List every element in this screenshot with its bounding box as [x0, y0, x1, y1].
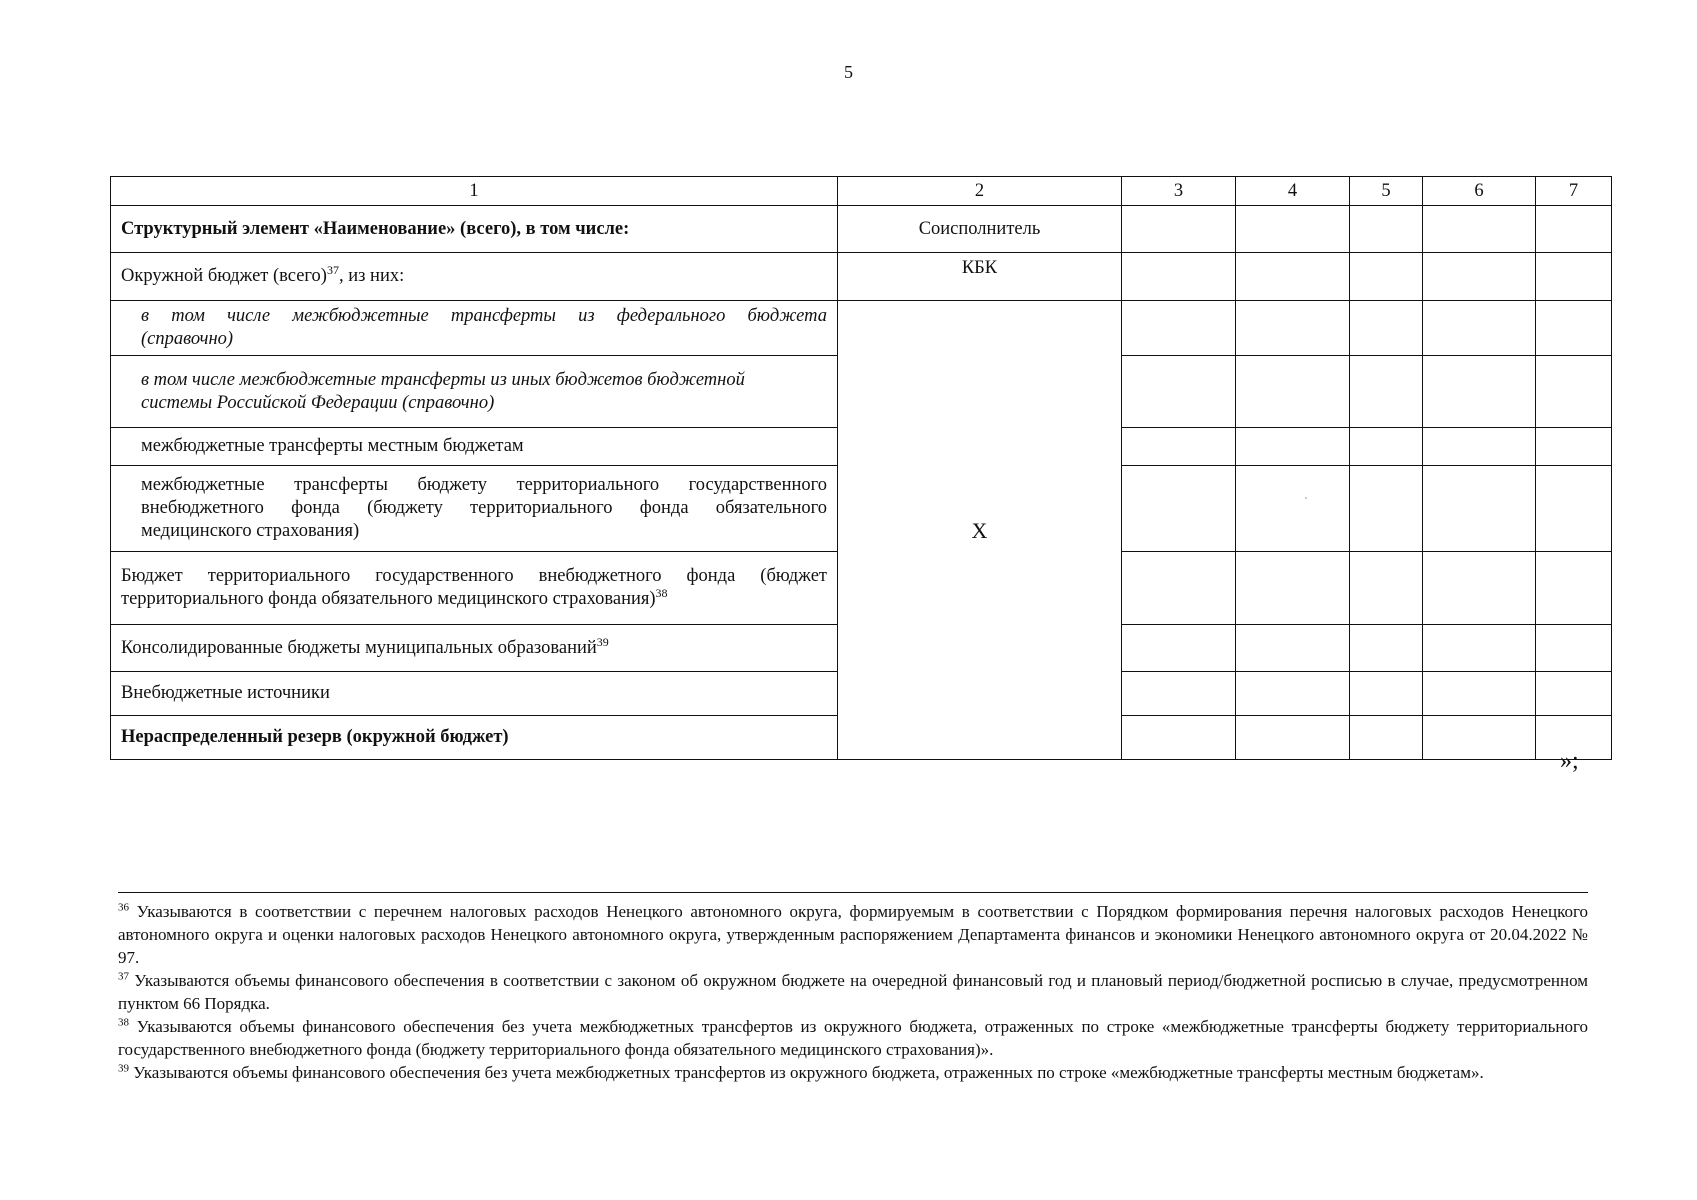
footnotes: [118, 900, 1588, 1084]
footnote-37: $^{37}$ Указываются объемы финансового обеспечения в соответствии с законом об окружном бюджете на очередной финансовый год и плановый период/бюджетной росписью в случае, предусмотренном пунктом 66 Порядка.: [118, 970, 1588, 1013]
merged-x-cell: X: [838, 301, 1122, 760]
closing-quote-mark: »;: [1560, 748, 1579, 774]
row-label-federal-transfers: в том числе межбюджетные трансферты из федерального бюджета (справочно): [111, 301, 838, 356]
header-cell: 7: [1536, 177, 1612, 206]
co-executor-cell: Соисполнитель: [838, 206, 1122, 253]
table-row: [111, 253, 1612, 301]
row-label-reserve: Нераспределенный резерв (окружной бюджет): [111, 716, 838, 760]
header-cell: 1: [111, 177, 838, 206]
row-label-structural-element: Структурный элемент «Наименование» (всего), в том числе:: [111, 206, 838, 253]
footnote-separator: [118, 892, 1588, 893]
table-row: [111, 206, 1612, 253]
funding-table: [110, 176, 1612, 760]
header-cell: 2: [838, 177, 1122, 206]
scan-artifact: [1305, 497, 1307, 499]
table-row: [111, 301, 1612, 356]
header-cell: 6: [1423, 177, 1536, 206]
footnote-36: $^{36}$ Указываются в соответствии с перечнем налоговых расходов Ненецкого автономного округа, формируемым в соответствии с Порядком формирования перечня налоговых расходов Ненецкого автономного округа и оценки налоговых расходов Ненецкого автономного округа, утвержденным распоряжением Департамента финансов и экономики Ненецкого автономного округа от 20.04.2022 № 97.: [118, 901, 1589, 967]
header-cell: 3: [1122, 177, 1236, 206]
header-cell: 5: [1350, 177, 1423, 206]
kbk-cell: КБК: [838, 253, 1122, 301]
row-label-consolidated: Консолидированные бюджеты муниципальных образований$^{39}$: [111, 625, 838, 672]
row-label-fund-transfers: межбюджетные трансферты бюджету территориального государственного внебюджетного фонда (бюджету территориального фонда обязательного медицинского страхования): [111, 466, 838, 552]
footnote-38: $^{38}$ Указываются объемы финансового обеспечения без учета межбюджетных трансфертов из окружного бюджета, отраженных по строке «межбюджетные трансферты бюджету территориального государственного внебюджетного фонда (бюджету территориального фонда обязательного медицинского страхования)».: [118, 1016, 1588, 1059]
header-cell: 4: [1236, 177, 1350, 206]
row-label-fund-budget: Бюджет территориального государственного внебюджетного фонда (бюджет территориального фонда обязательного медицинского страхования)$^{38}$: [111, 552, 838, 625]
header-row: [111, 177, 1612, 206]
row-label-local-transfers: межбюджетные трансферты местным бюджетам: [111, 428, 838, 466]
row-label-extrabudgetary: Внебюджетные источники: [111, 672, 838, 716]
row-label-other-transfers: в том числе межбюджетные трансферты из иных бюджетов бюджетной системы Российской Федерации (справочно): [111, 356, 838, 428]
page-number: 5: [844, 62, 853, 82]
footnote-39: $^{39}$ Указываются объемы финансового обеспечения без учета межбюджетных трансфертов из окружного бюджета, отраженных по строке «межбюджетные трансферты местным бюджетам».: [118, 1062, 1484, 1082]
row-label-district-budget: Окружной бюджет (всего)$^{37}$, из них:: [111, 253, 838, 301]
